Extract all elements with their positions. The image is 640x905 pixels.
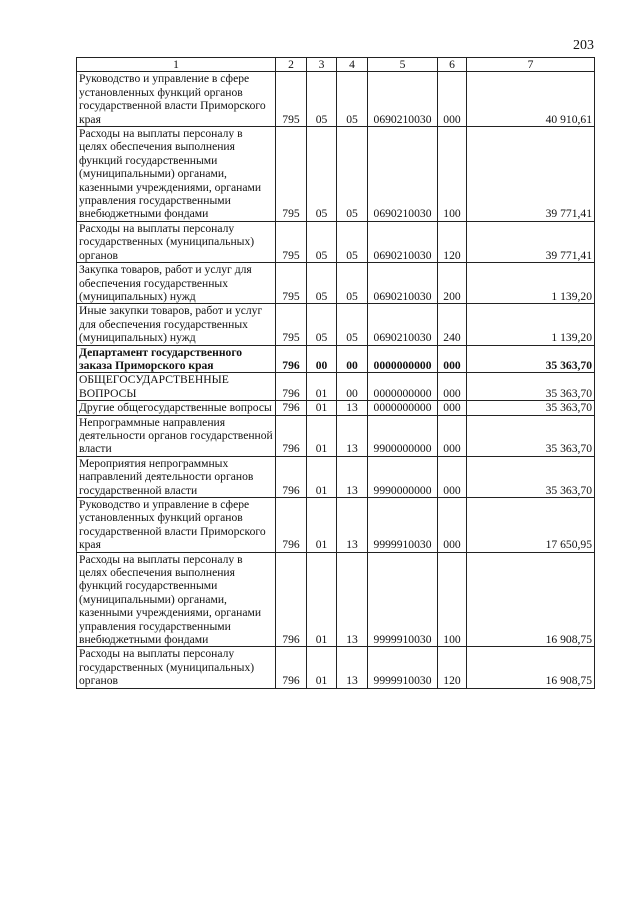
cell-amount: 17 650,95 (467, 498, 595, 553)
cell-amount: 40 910,61 (467, 72, 595, 127)
cell-target-article: 0690210030 (368, 263, 438, 304)
cell-grbs: 795 (276, 263, 307, 304)
cell-target-article: 0000000000 (368, 401, 438, 415)
cell-section: 05 (307, 127, 337, 222)
cell-expense-type: 000 (438, 415, 467, 456)
cell-section: 00 (307, 345, 337, 373)
cell-grbs: 796 (276, 373, 307, 401)
cell-expense-type: 100 (438, 127, 467, 222)
cell-subsection: 05 (337, 127, 368, 222)
cell-expense-type: 100 (438, 552, 467, 647)
cell-expense-type: 000 (438, 345, 467, 373)
cell-subsection: 00 (337, 345, 368, 373)
cell-section: 01 (307, 456, 337, 497)
table-row (77, 263, 595, 304)
cell-section: 05 (307, 304, 337, 345)
cell-amount: 35 363,70 (467, 415, 595, 456)
header-cell: 6 (438, 58, 467, 72)
cell-expense-type: 000 (438, 498, 467, 553)
row-name: Руководство и управление в сфере установленных функций органов государственной власти Приморского края (77, 498, 276, 553)
cell-amount: 39 771,41 (467, 127, 595, 222)
header-cell: 7 (467, 58, 595, 72)
cell-subsection: 05 (337, 221, 368, 262)
cell-grbs: 795 (276, 127, 307, 222)
table-row (77, 456, 595, 497)
cell-subsection: 05 (337, 72, 368, 127)
row-name: Иные закупки товаров, работ и услуг для обеспечения государственных (муниципальных) нужд (77, 304, 276, 345)
cell-grbs: 795 (276, 304, 307, 345)
cell-target-article: 9999910030 (368, 647, 438, 688)
table-row (77, 415, 595, 456)
table-row (77, 373, 595, 401)
cell-expense-type: 120 (438, 647, 467, 688)
cell-section: 05 (307, 263, 337, 304)
table-row (77, 127, 595, 222)
header-cell: 2 (276, 58, 307, 72)
cell-section: 01 (307, 401, 337, 415)
cell-section: 01 (307, 415, 337, 456)
cell-amount: 16 908,75 (467, 647, 595, 688)
cell-subsection: 13 (337, 647, 368, 688)
cell-target-article: 9999910030 (368, 552, 438, 647)
cell-subsection: 00 (337, 373, 368, 401)
cell-subsection: 13 (337, 552, 368, 647)
table-row (77, 647, 595, 688)
cell-grbs: 796 (276, 552, 307, 647)
header-cell: 4 (337, 58, 368, 72)
row-name: ОБЩЕГОСУДАРСТВЕННЫЕ ВОПРОСЫ (77, 373, 276, 401)
table-row (77, 304, 595, 345)
row-name: Расходы на выплаты персоналу государственных (муниципальных) органов (77, 221, 276, 262)
table-row (77, 552, 595, 647)
cell-grbs: 796 (276, 401, 307, 415)
cell-section: 01 (307, 498, 337, 553)
cell-section: 05 (307, 72, 337, 127)
cell-expense-type: 000 (438, 456, 467, 497)
cell-subsection: 13 (337, 415, 368, 456)
table-row (77, 401, 595, 415)
cell-amount: 16 908,75 (467, 552, 595, 647)
cell-expense-type: 120 (438, 221, 467, 262)
header-cell: 3 (307, 58, 337, 72)
row-name: Другие общегосударственные вопросы (77, 401, 276, 415)
row-name: Закупка товаров, работ и услуг для обеспечения государственных (муниципальных) нужд (77, 263, 276, 304)
table-row (77, 221, 595, 262)
cell-target-article: 0690210030 (368, 127, 438, 222)
cell-amount: 35 363,70 (467, 345, 595, 373)
cell-section: 01 (307, 373, 337, 401)
cell-grbs: 796 (276, 345, 307, 373)
cell-subsection: 05 (337, 304, 368, 345)
cell-expense-type: 000 (438, 373, 467, 401)
row-name: Непрограммные направления деятельности органов государственной власти (77, 415, 276, 456)
table-header-row (77, 58, 595, 72)
cell-target-article: 9999910030 (368, 498, 438, 553)
cell-target-article: 0690210030 (368, 72, 438, 127)
cell-grbs: 796 (276, 456, 307, 497)
cell-target-article: 0000000000 (368, 345, 438, 373)
page-number: 203 (573, 38, 594, 53)
cell-section: 05 (307, 221, 337, 262)
budget-table (76, 57, 595, 689)
row-name: Расходы на выплаты персоналу государственных (муниципальных) органов (77, 647, 276, 688)
cell-target-article: 0690210030 (368, 304, 438, 345)
cell-target-article: 0000000000 (368, 373, 438, 401)
cell-expense-type: 200 (438, 263, 467, 304)
table-row (77, 72, 595, 127)
cell-subsection: 05 (337, 263, 368, 304)
cell-grbs: 796 (276, 498, 307, 553)
cell-expense-type: 240 (438, 304, 467, 345)
table-row (77, 345, 595, 373)
row-name: Руководство и управление в сфере установленных функций органов государственной власти Приморского края (77, 72, 276, 127)
cell-amount: 35 363,70 (467, 401, 595, 415)
row-name: Расходы на выплаты персоналу в целях обеспечения выполнения функций государственными (муниципальными) органами, казенными учреждениями, органами управления государственными внебюджетными фондами (77, 127, 276, 222)
cell-amount: 1 139,20 (467, 304, 595, 345)
cell-subsection: 13 (337, 498, 368, 553)
cell-subsection: 13 (337, 401, 368, 415)
cell-grbs: 795 (276, 221, 307, 262)
cell-section: 01 (307, 647, 337, 688)
cell-target-article: 9900000000 (368, 415, 438, 456)
row-name: Мероприятия непрограммных направлений деятельности органов государственной власти (77, 456, 276, 497)
header-cell: 5 (368, 58, 438, 72)
cell-target-article: 0690210030 (368, 221, 438, 262)
cell-amount: 39 771,41 (467, 221, 595, 262)
cell-subsection: 13 (337, 456, 368, 497)
cell-grbs: 795 (276, 72, 307, 127)
cell-amount: 35 363,70 (467, 373, 595, 401)
row-name: Расходы на выплаты персоналу в целях обеспечения выполнения функций государственными (муниципальными) органами, казенными учреждениями, органами управления государственными внебюджетными фондами (77, 552, 276, 647)
cell-section: 01 (307, 552, 337, 647)
cell-expense-type: 000 (438, 401, 467, 415)
cell-grbs: 796 (276, 647, 307, 688)
cell-expense-type: 000 (438, 72, 467, 127)
cell-target-article: 9990000000 (368, 456, 438, 497)
cell-amount: 35 363,70 (467, 456, 595, 497)
row-name: Департамент государственного заказа Приморского края (77, 345, 276, 373)
cell-amount: 1 139,20 (467, 263, 595, 304)
cell-grbs: 796 (276, 415, 307, 456)
header-cell: 1 (77, 58, 276, 72)
table-row (77, 498, 595, 553)
